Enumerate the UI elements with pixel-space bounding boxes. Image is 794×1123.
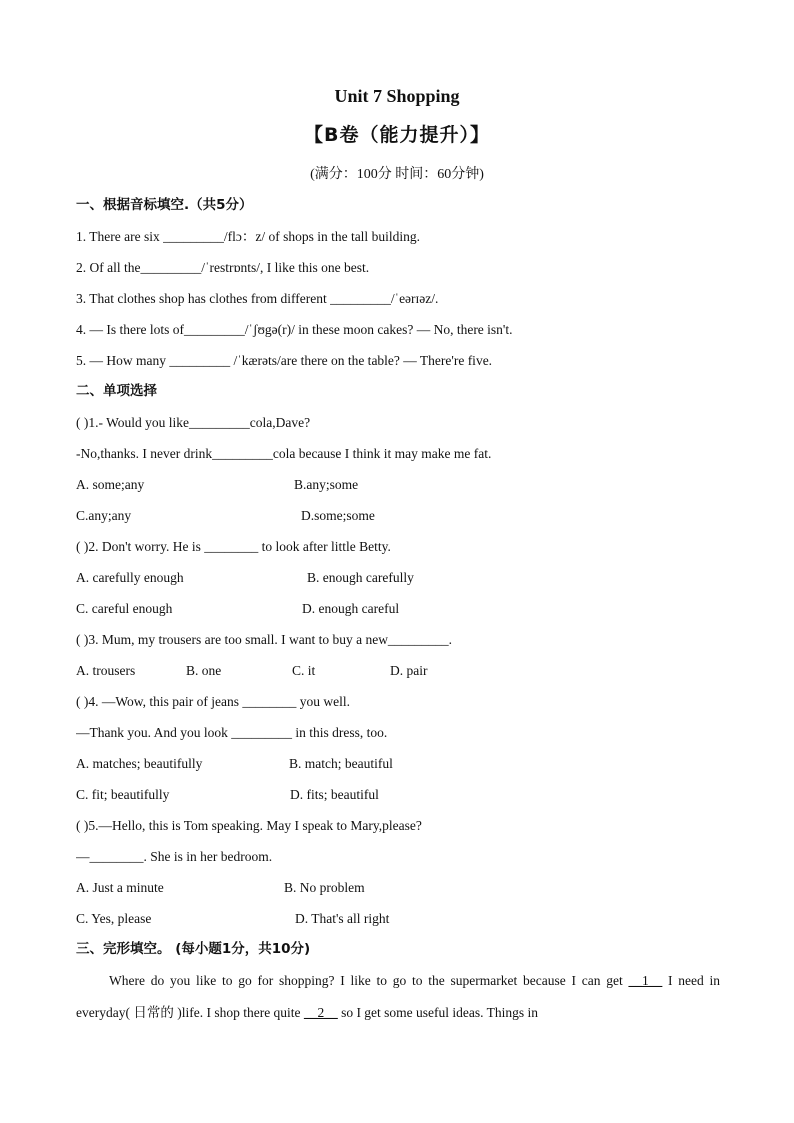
q4-stem: ( )4. —Wow, this pair of jeans ________ you well. — [76, 694, 350, 709]
paper-subtitle: 【B卷（能力提升）】 — [304, 124, 490, 146]
q5-stem-reply: —________. She is in her bedroom. — [76, 849, 273, 864]
cloze-blank-2: __2__ — [303, 1005, 338, 1020]
q1-options-cd — [76, 500, 720, 531]
q4-stem-reply: —Thank you. And you look _________ in this dress, too. — [76, 725, 388, 740]
section1-item-2: 2. Of all the_________/ˈrestrɒnts/, I like this one best. — [76, 260, 370, 275]
q2-options-ab — [76, 562, 720, 593]
q3-option-b: B. one — [186, 663, 222, 678]
q5-option-c: C. Yes, please — [76, 911, 152, 926]
section1-item-4: 4. — Is there lots of_________/ˈʃʊgə(r)/ in these moon cakes? — No, there isn't. — [76, 322, 513, 337]
section1-item-3: 3. That clothes shop has clothes from different _________/ˈeərɪəz/. — [76, 291, 439, 306]
q1-options-ab — [76, 469, 720, 500]
worksheet-body — [76, 190, 720, 1043]
q4-option-c: C. fit; beautifully — [76, 787, 170, 802]
section1-heading: 一、根据音标填空.（共5分） — [76, 197, 253, 213]
q4-options-ab — [76, 748, 720, 779]
q5-options-ab — [76, 872, 720, 903]
section1-item-5: 5. — How many _________ /ˈkærəts/are there on the table? — There're five. — [76, 353, 493, 368]
q1-option-b: B.any;some — [294, 477, 359, 492]
section2-heading: 二、单项选择 — [76, 383, 157, 399]
section1-item-1: 1. There are six _________/flɔ：z/ of shops in the tall building. — [76, 229, 420, 244]
q2-option-d: D. enough careful — [302, 601, 400, 616]
q1-option-d: D.some;some — [301, 508, 375, 523]
page-title: Unit 7 Shopping — [334, 86, 460, 106]
q4-option-d: D. fits; beautiful — [290, 787, 379, 802]
q3-options — [76, 655, 720, 686]
q5-option-d: D. That's all right — [295, 911, 390, 926]
q4-option-a: A. matches; beautifully — [76, 756, 203, 771]
q4-options-cd — [76, 779, 720, 810]
cloze-blank-1: __1__ — [628, 973, 663, 988]
q3-option-a: A. trousers — [76, 663, 136, 678]
q3-option-c: C. it — [292, 663, 316, 678]
q1-option-a: A. some;any — [76, 477, 145, 492]
q3-option-d: D. pair — [390, 663, 428, 678]
q3-stem: ( )3. Mum, my trousers are too small. I want to buy a new_________. — [76, 632, 453, 647]
q4-option-b: B. match; beautiful — [289, 756, 393, 771]
section3-heading: 三、完形填空。 (每小题1分，共10分) — [76, 941, 311, 957]
q5-option-b: B. No problem — [284, 880, 365, 895]
score-time-line: (满分：100分 时间：60分钟) — [310, 167, 484, 182]
q2-option-b: B. enough carefully — [307, 570, 414, 585]
cloze-text-3: so I get some useful ideas. Things in — [337, 1005, 539, 1020]
cloze-text-1: Where do you like to go for shopping? I like to go to the supermarket because I can get — [109, 973, 629, 988]
cloze-text-2: I need in everyday( 日常的 )life. I shop there quite — [76, 973, 721, 1020]
q1-stem: ( )1.- Would you like_________cola,Dave? — [76, 415, 311, 430]
q1-stem-reply: -No,thanks. I never drink_________cola because I think it may make me fat. — [76, 446, 492, 461]
q2-option-a: A. carefully enough — [76, 570, 184, 585]
q5-option-a: A. Just a minute — [76, 880, 164, 895]
q2-options-cd — [76, 593, 720, 624]
q5-options-cd — [76, 903, 720, 934]
cloze-passage — [76, 965, 720, 1029]
q5-stem: ( )5.—Hello, this is Tom speaking. May I speak to Mary,please? — [76, 818, 422, 833]
q1-option-c: C.any;any — [76, 508, 132, 523]
q2-option-c: C. careful enough — [76, 601, 173, 616]
q2-stem: ( )2. Don't worry. He is ________ to look after little Betty. — [76, 539, 391, 554]
